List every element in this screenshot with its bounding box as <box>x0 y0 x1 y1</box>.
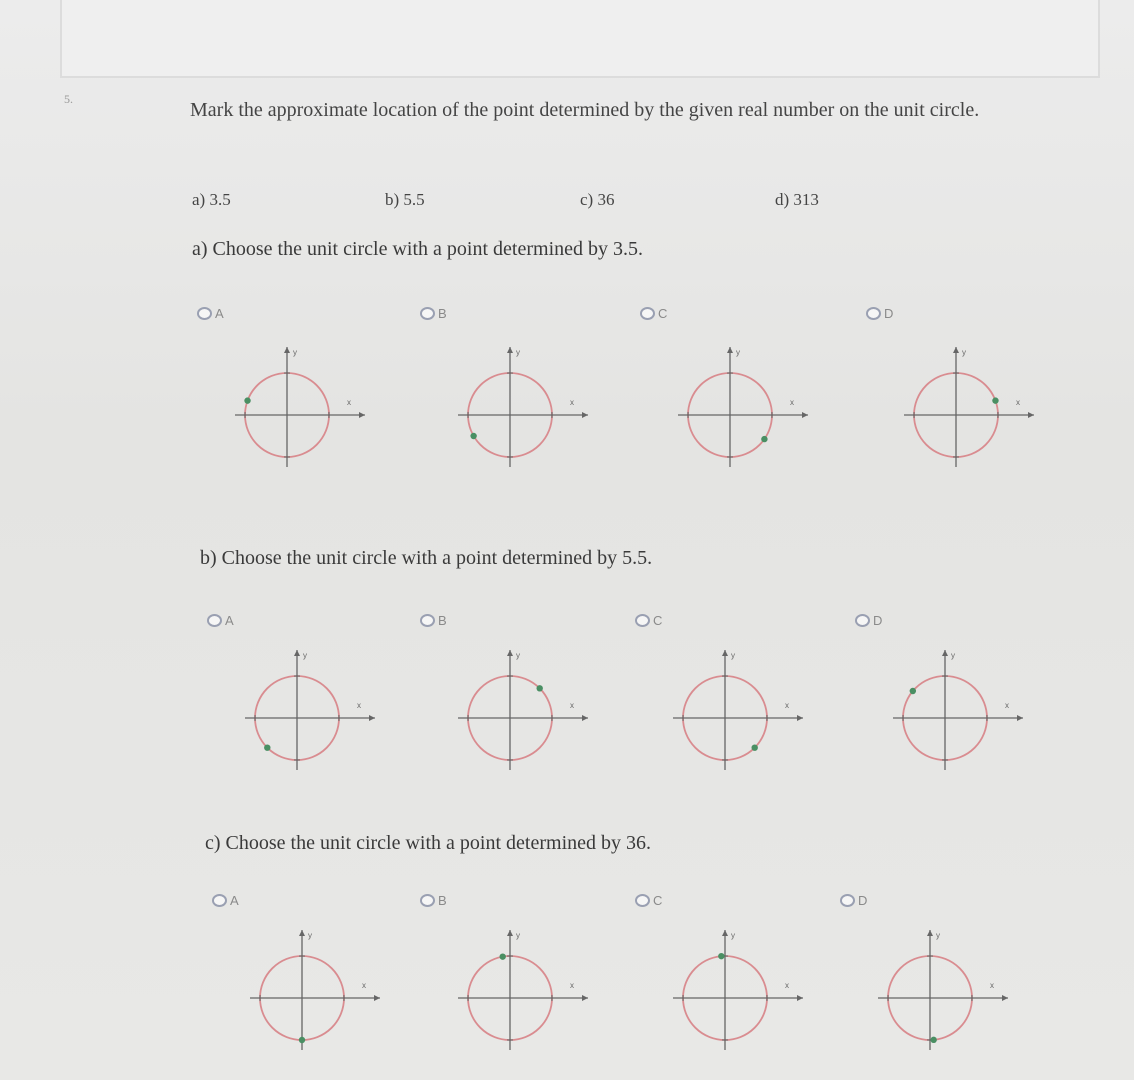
option-c-radio[interactable] <box>640 306 667 321</box>
y-axis-label: y <box>962 348 966 357</box>
radio-button-icon[interactable] <box>420 894 435 907</box>
x-axis-label: x <box>570 701 574 710</box>
unit-circle-graph <box>217 335 377 475</box>
unit-circle-graph <box>440 638 600 778</box>
terminal-point <box>910 688 916 694</box>
x-axis-label: x <box>570 398 574 407</box>
x-axis-label: x <box>1005 701 1009 710</box>
option-b-radio[interactable] <box>420 306 447 321</box>
unit-circle-graph <box>660 335 820 475</box>
y-axis-label: y <box>516 348 520 357</box>
option-a-radio[interactable] <box>212 893 239 908</box>
terminal-point <box>761 436 767 442</box>
terminal-point <box>470 433 476 439</box>
y-axis-label: y <box>951 651 955 660</box>
unit-circle-graph <box>440 918 600 1058</box>
y-axis-label: y <box>293 348 297 357</box>
x-axis-label: x <box>362 981 366 990</box>
option-d-radio[interactable] <box>840 893 867 908</box>
terminal-point <box>299 1037 305 1043</box>
x-arrow-icon <box>1017 715 1023 721</box>
terminal-point <box>992 397 998 403</box>
radio-button-icon[interactable] <box>207 614 222 627</box>
y-arrow-icon <box>942 650 948 656</box>
y-axis-label: y <box>516 651 520 660</box>
option-b-radio[interactable] <box>420 893 447 908</box>
option-c-radio[interactable] <box>635 613 662 628</box>
x-axis-label: x <box>1016 398 1020 407</box>
y-arrow-icon <box>284 347 290 353</box>
y-arrow-icon <box>507 930 513 936</box>
option-label: C <box>658 306 668 321</box>
option-label: D <box>884 306 894 321</box>
x-arrow-icon <box>374 995 380 1001</box>
part-d-label: d) 313 <box>775 190 819 209</box>
part-c-label: c) 36 <box>580 190 615 209</box>
question-text: Mark the approximate location of the point determined by the given real number on the unit circle. <box>190 99 980 121</box>
option-a-radio[interactable] <box>207 613 234 628</box>
option-c-radio[interactable] <box>635 893 662 908</box>
radio-button-icon[interactable] <box>212 894 227 907</box>
x-arrow-icon <box>1028 412 1034 418</box>
y-axis-label: y <box>731 931 735 940</box>
y-arrow-icon <box>927 930 933 936</box>
x-axis-label: x <box>790 398 794 407</box>
x-arrow-icon <box>359 412 365 418</box>
terminal-point <box>718 953 724 959</box>
x-arrow-icon <box>369 715 375 721</box>
option-d-radio[interactable] <box>855 613 882 628</box>
unit-circle-graph <box>860 918 1020 1058</box>
terminal-point <box>751 744 757 750</box>
y-arrow-icon <box>507 650 513 656</box>
section-a-prompt: a) Choose the unit circle with a point determined by 3.5. <box>192 238 643 260</box>
option-label: B <box>438 893 447 908</box>
radio-button-icon[interactable] <box>640 307 655 320</box>
header-panel <box>60 0 1100 78</box>
x-arrow-icon <box>797 715 803 721</box>
option-label: A <box>230 893 239 908</box>
y-arrow-icon <box>507 347 513 353</box>
unit-circle-graph <box>875 638 1035 778</box>
x-axis-label: x <box>785 701 789 710</box>
x-arrow-icon <box>1002 995 1008 1001</box>
option-b-radio[interactable] <box>420 613 447 628</box>
section-b-prompt: b) Choose the unit circle with a point determined by 5.5. <box>200 547 653 569</box>
part-a-label: a) 3.5 <box>192 190 231 209</box>
unit-circle-graph <box>440 335 600 475</box>
terminal-point <box>930 1037 936 1043</box>
x-axis-label: x <box>570 981 574 990</box>
y-axis-label: y <box>303 651 307 660</box>
option-d-radio[interactable] <box>866 306 893 321</box>
y-arrow-icon <box>294 650 300 656</box>
radio-button-icon[interactable] <box>635 614 650 627</box>
radio-button-icon[interactable] <box>420 307 435 320</box>
y-arrow-icon <box>722 930 728 936</box>
unit-circle-graph <box>232 918 392 1058</box>
radio-button-icon[interactable] <box>855 614 870 627</box>
y-axis-label: y <box>308 931 312 940</box>
radio-button-icon[interactable] <box>635 894 650 907</box>
radio-button-icon[interactable] <box>866 307 881 320</box>
unit-circle-graph <box>655 638 815 778</box>
terminal-point <box>244 397 250 403</box>
option-label: C <box>653 613 663 628</box>
radio-button-icon[interactable] <box>197 307 212 320</box>
option-label: A <box>215 306 224 321</box>
terminal-point <box>264 744 270 750</box>
y-arrow-icon <box>727 347 733 353</box>
x-axis-label: x <box>785 981 789 990</box>
terminal-point <box>536 685 542 691</box>
y-arrow-icon <box>722 650 728 656</box>
option-label: D <box>858 893 868 908</box>
option-a-radio[interactable] <box>197 306 224 321</box>
question-number: 5. <box>64 92 73 106</box>
y-axis-label: y <box>736 348 740 357</box>
option-label: A <box>225 613 234 628</box>
unit-circle-graph <box>227 638 387 778</box>
x-arrow-icon <box>582 995 588 1001</box>
part-b-label: b) 5.5 <box>385 190 425 209</box>
radio-button-icon[interactable] <box>840 894 855 907</box>
section-c-prompt: c) Choose the unit circle with a point determined by 36. <box>205 832 651 854</box>
y-arrow-icon <box>299 930 305 936</box>
x-arrow-icon <box>802 412 808 418</box>
option-label: C <box>653 893 663 908</box>
x-arrow-icon <box>797 995 803 1001</box>
x-axis-label: x <box>347 398 351 407</box>
radio-button-icon[interactable] <box>420 614 435 627</box>
y-arrow-icon <box>953 347 959 353</box>
unit-circle-graph <box>886 335 1046 475</box>
option-label: B <box>438 613 447 628</box>
y-axis-label: y <box>936 931 940 940</box>
option-label: B <box>438 306 447 321</box>
x-axis-label: x <box>990 981 994 990</box>
y-axis-label: y <box>516 931 520 940</box>
y-axis-label: y <box>731 651 735 660</box>
terminal-point <box>500 953 506 959</box>
x-arrow-icon <box>582 412 588 418</box>
unit-circle-graph <box>655 918 815 1058</box>
option-label: D <box>873 613 883 628</box>
x-axis-label: x <box>357 701 361 710</box>
x-arrow-icon <box>582 715 588 721</box>
